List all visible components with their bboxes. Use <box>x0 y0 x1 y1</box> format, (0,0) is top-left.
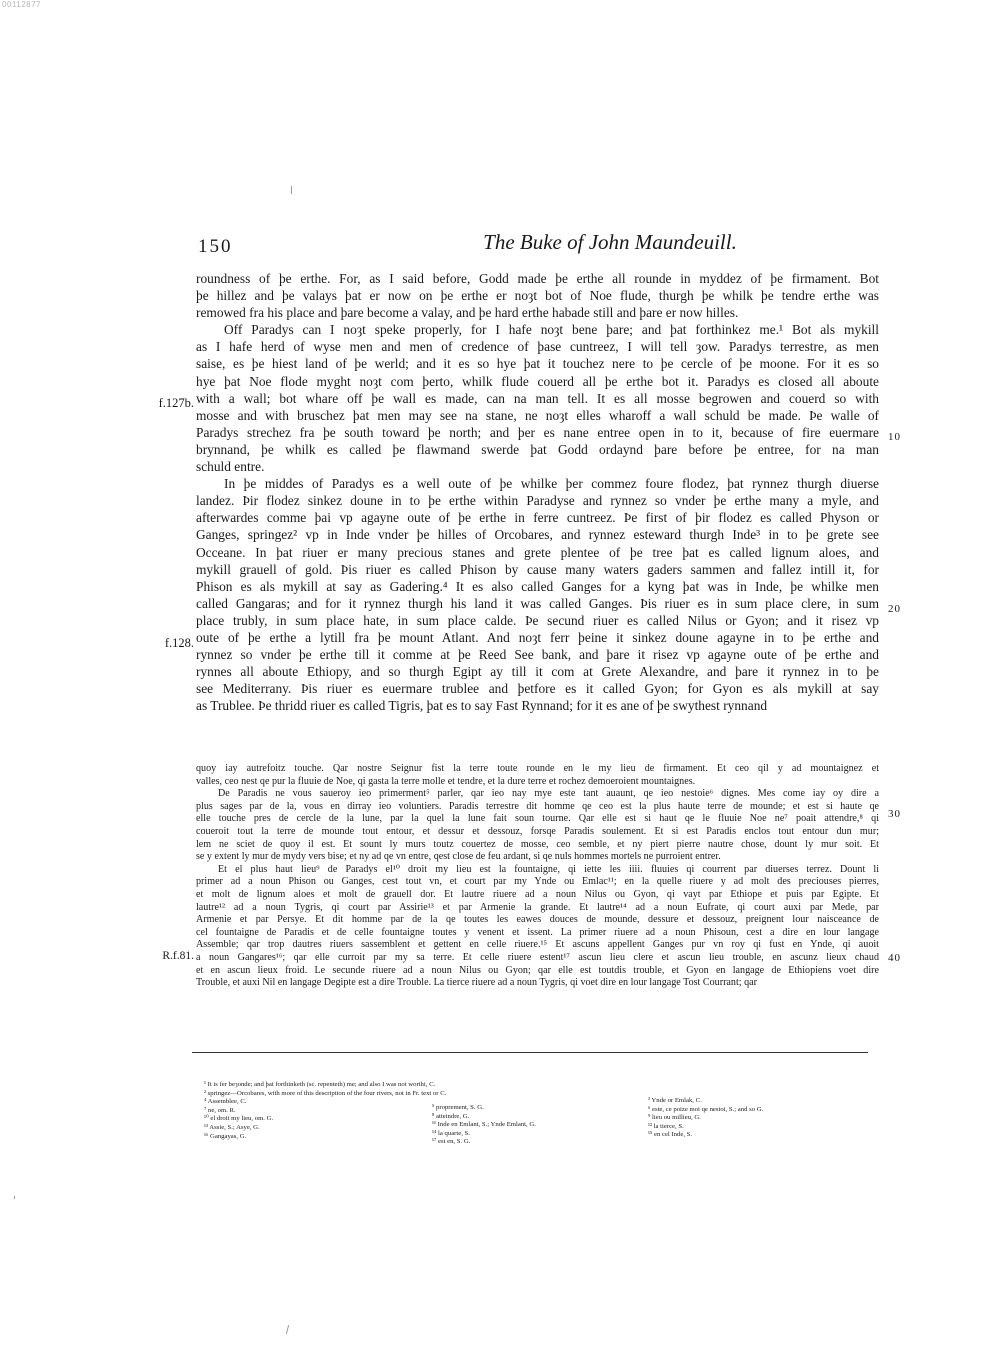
page-number: 150 <box>198 236 233 257</box>
text-line: place trubly, in sum place hate, in sum place calde. Þe secund riuer es called Nilus or Gyon; and it risez vp <box>196 612 879 628</box>
text-line: Ganges, springez² vp in Inde vnder þe hilles of Orcobares, and rynnez esteward thurgh Inde³ in to þe grete see <box>196 527 879 543</box>
text-line: elle touche pres de cercle de la lune, par la quel la lune fait soun tourne. Qar elle est si haut qe le fluuie Noe ne⁷ poait attendre,⁸ qi <box>196 813 879 825</box>
footnote: ¹¹ Inde en Emlant, S.; Ynde Emlant, G. <box>432 1121 536 1129</box>
text-line: Et el plus haut lieu⁹ de Paradys el¹⁰ droit my lieu est la fountaigne, qi iette les iiii. fluuies qi courrent par diuerses terrez. Dount li <box>218 863 879 875</box>
footnote: ¹⁷ est en, S. G. <box>432 1138 471 1146</box>
text-line: primer ad a noun Phison ou Ganges, cest tout vn, et court par my Ynde ou Emlac¹¹; en la quelle riuere y ad molt des preciouses pierres, <box>196 876 879 888</box>
footnote: ¹⁴ la quarte, S. <box>432 1129 470 1137</box>
scan-speck <box>291 186 292 194</box>
footnotes-column-1 <box>204 1081 446 1141</box>
scan-speck <box>14 1196 15 1199</box>
margin-folio-r81: R.f.81. <box>162 950 194 962</box>
footnotes-column-3 <box>648 1097 763 1140</box>
footnote: ⁹ lieu ou millieu, G. <box>648 1114 701 1122</box>
margin-line-number-10: 10 <box>888 431 901 443</box>
text-line: lem ne sciet de quoy il est. Et sount ly murs toutz couertez de mosse, ceo semble, et ny piert pierre nautre chose, dount ly mur soit. Et <box>196 838 879 850</box>
text-line: as I hafe herd of wyse men and men of credence of þase cuntreez, I will tell ȝow. Paradys terrestre, as men <box>196 339 879 355</box>
margin-line-number-40: 40 <box>888 952 901 964</box>
text-line: plus sages par de la, vous en dirray ieo voluntiers. Paradis terrestre dit homme qe ceo est la plus haute terre de mounde; et est si haute qe <box>196 800 879 812</box>
footnote-rule <box>192 1052 868 1053</box>
footnote: ⁸ atteindre, G. <box>432 1112 470 1120</box>
footnotes-column-2 <box>432 1104 536 1147</box>
text-line: et molt de lignum aloes et molt de grauell dor. Et lautre riuere ad a noun Nilus ou Gyon, qi vayt par Ethiope et puis par Egipte. Et <box>196 888 879 900</box>
text-line: cel fountaigne de Paradis et de celle fountaigne toutes y venent et issent. La primer riuere ad a noun Phisoun, cest a dire en lour langage <box>196 926 879 938</box>
text-line: Occeane. In þat riuer er many precious stanes and grete plentee of þe tree þat es called lignum aloes, and <box>196 544 879 560</box>
text-line: brynnand, þe whilk es called þe flawmand swerde þat Godd ordaynd þare before þe entree, for na man <box>196 441 879 457</box>
text-line: remowed fra his place and þare become a valay, and þe hard erthe habade still and þare er now hilles. <box>196 305 739 321</box>
text-line: Armenie et par Persye. Et dit homme par de la qe toutes les eawes douces de mounde, dessure et dessouz, preignent lour naisceance de <box>196 914 879 926</box>
text-line: rynnes all aboute Ethiopy, and so thurgh Egipt ay till it com at Grete Alexandre, and þare it rynnez in to þe <box>196 664 879 680</box>
footnote: ² springez—Orcobares, with more of this description of the four rivers, not in Fr. text or C. <box>204 1089 447 1097</box>
margin-line-number-30: 30 <box>888 808 901 820</box>
text-line: Assemble; qar trop dautres riuers sassemblent et gettent en celle riuere.¹⁵ Et ascuns appellent Ganges pur vn roy qi fust en Ynde, qi auoit <box>196 939 879 951</box>
text-line: Trouble, et auxi Nil en langage Degipte est a dire Trouble. La tierce riuere ad a noun Tygris, qi voet dire en lour langage Tost Courrant; qar <box>196 977 757 989</box>
text-line: schuld entre. <box>196 459 265 475</box>
text-line: see Mediterrany. Þis riuer es euermare trublee and þetfore es it called Gyon; for Gyon es als mykill at say <box>196 681 879 697</box>
footnote: ¹⁵ en cel Inde, S. <box>648 1131 693 1139</box>
text-line: quoy iay autrefoitz touche. Qar nostre Seignur fist la terre toute rounde en le my lieu de firmament. Et ceo qil y ad mountaignez et <box>196 763 879 774</box>
margin-line-number-20: 20 <box>888 603 901 615</box>
text-line: se y extent ly mur de mydy vers bise; et ny ad qe vn entre, qest close de feu ardant, si qe nuls hommes mortels ne purroient entrer. <box>196 851 721 863</box>
text-line: with a wall; bot whare off þe wall es made, can na man tell. It es all mosse begrowen and couerd so with <box>196 390 879 406</box>
margin-folio-128: f.128. <box>164 636 194 650</box>
text-line: landez. Þir flodez sinkez doune in to þe erthe within Paradyse and rynnez so vnder þe erthe many a myle, and <box>196 493 879 509</box>
text-line: a noun Gangares¹⁶; qar elle curroit par my sa terre. Et celle riuere estent¹⁷ ascun lieu clere et ascun lieu trouble, en ascunz lieux chaud <box>196 951 879 963</box>
text-line: hye þat Noe flode myght noȝt com þerto, whilk flude couerd all þe erthe bot it. Paradys es closed all aboute <box>196 373 879 389</box>
text-line: De Paradis ne vous saueroy ieo primerment⁵ parler, qar ieo nay mye este tant auaunt, qe ieo nestoie⁶ dignes. Mes come iay oy dire a <box>218 788 879 800</box>
margin-folio-127b: f.127b. <box>158 396 194 410</box>
text-line: coueroit tout la terre de mounde tout entour, et dessur et dessouz, forsqe Paradis soulement. Et si est Paradis enclos tout entour dun mur; <box>196 825 879 837</box>
english-text-block <box>196 270 879 714</box>
text-line: afterwardes comme þai vp agayne oute of þe erthe in ferre cuntreez. Þe first of þir flodez es called Physon or <box>196 510 879 526</box>
text-line: as Trublee. Þe thridd riuer es called Tigris, þat es to say Fast Rynnand; for it es ane of þe swythest rynnand <box>196 698 768 714</box>
text-line: roundness of þe erthe. For, as I said before, Godd made þe erthe all rounde in myddez of þe firmament. Bot <box>196 271 879 286</box>
text-line: Paradys strechez fra þe south toward þe north; and þer es nane entree open in to it, because of fire euermare <box>196 424 879 440</box>
running-title: The Buke of John Maundeuill. <box>483 230 737 254</box>
footnote: ¹³ Assie, S.; Asye, G. <box>204 1123 260 1131</box>
text-line: et en ascun lieux froid. Le secunde riuere ad a noun Nilus ou Gyon; qar elle est toutdis trouble, et Gyon en langage de Ethiopiens voet dire <box>196 964 879 976</box>
footnote: ⁷ ne, om. R. <box>204 1106 236 1114</box>
text-line: Phison es als mykill at say as Gadering.⁴ It es also called Ganges for a kyng þat was in Inde, þe whilke men <box>196 578 879 594</box>
text-line: called Gangaras; and for it rynnez thurgh his land it was called Ganges. Þis riuer es in sum place clere, in sum <box>196 595 879 611</box>
archive-id: 00112877 <box>2 0 41 9</box>
text-line: þe hillez and þe valays þat er now on þe erthe er noȝt bot of Noe flude, thurgh þe whilk þe tendre erthe was <box>196 288 879 304</box>
footnote: ¹² la tierce, S. <box>648 1122 684 1130</box>
footnote: ⁵ proprement, S. G. <box>432 1104 484 1111</box>
footnote: ¹⁶ Gangayas, G. <box>204 1132 247 1140</box>
scan-speck <box>286 1325 289 1334</box>
text-line: rynnez so vnder þe erthe till it comme at þe Reed See bank, and þare it risez vp agayne oute of þe erthe and <box>196 647 879 663</box>
footnote: ⁶ este, ce poize moi qe nestoi, S.; and so G. <box>648 1105 764 1113</box>
footnote: ¹ It is fer beȝonde; and þat forthinketh (sc. repenteth) me; and also I was not worthi, C. <box>204 1081 436 1088</box>
text-line: saise, es þe hiest land of þe werld; and it es so hye þat it touchez nere to þe cercle of þe moone. For it es so <box>196 356 879 372</box>
text-line: valles, ceo nest qe pur la fluuie de Noe, qi gasta la terre molle et tendre, et la dure terre et rochez demoeroient mountaignes. <box>196 775 696 787</box>
footnote: ¹⁰ el droit my lieu, om. G. <box>204 1115 274 1123</box>
footnote: ³ Ynde or Emlak, C. <box>648 1097 702 1104</box>
text-line: oute of þe erthe a lytill fra þe mount Atlant. And noȝt ferr þeine it sinkez doune agayne in to þe erthe and <box>196 629 879 645</box>
text-line: In þe middes of Paradys es a well oute of þe whilke þer commez foure flodez, þat rynnez thurgh diuerse <box>224 476 879 492</box>
text-line: mykill grauell of gold. Þis riuer es called Phison by cause many waters gaders sammen and fallez intill it, for <box>196 561 879 577</box>
text-line: mosse and with bruschez þat men may see na stane, ne noȝt elles wharoff a wall schuld be made. Þe walle of <box>196 407 879 423</box>
text-line: Off Paradys can I noȝt speke properly, for I hafe noȝt bene þare; and þat forthinkez me.¹ Bot als mykill <box>224 322 879 338</box>
french-text-block <box>196 763 879 990</box>
text-line: lautre¹² ad a noun Tygris, qi court par Assirie¹³ et par Armenie la grande. Et lautre¹⁴ ad a noun Eufrate, qi court auxi par Mede, par <box>196 901 879 913</box>
footnote: ⁴ Assemblee, C. <box>204 1098 247 1106</box>
